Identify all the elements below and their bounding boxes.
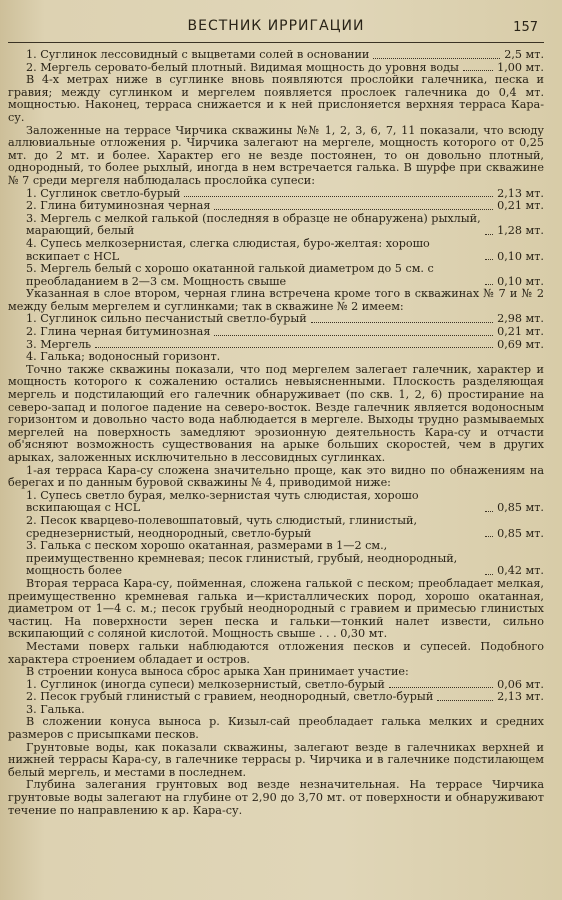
layer-thickness: 0,85 мт. — [497, 501, 544, 515]
layer-thickness: 0,10 мт. — [497, 249, 544, 263]
layer-list-item — [8, 263, 544, 288]
paragraph: Точно также скважины показали, что под мергелем залегает галечник, характер и мощность которого к сожалению остались невыясненными. Плоскость разделяющая мергель и подстилающий его галечник обнаруживает (по скв. 1, 2, 6) простирание на северо-запад и пологое падение на северо-восток. Везде галечник является водоносным горизонтом и довольно часто вода наблюдается в мергеле. Выходы трудно размываемых мергелей на поверхность замедляют эрозионную деятельность Кара-су и отчасти об'ясняют возможность существования на арыке больших скоростей, чем в других арыках, заложенных исключительно в лессовидных суглинках. — [8, 362, 544, 464]
article-body — [8, 49, 544, 817]
dot-leader — [485, 284, 493, 285]
layer-description: 2. Мергель серовато-белый плотный. Видимая мощность до уровня воды — [26, 60, 459, 74]
dot-leader — [485, 536, 493, 537]
layer-thickness: 0,10 мт. — [497, 274, 544, 288]
paragraph: В 4-х метрах ниже в суглинке вновь появляются прослойки галечника, песка и гравия; между суглинком и мергелем появляется прослоек галечника до 0,4 мт. мощностью. Наконец, терраса снижается и к ней прислоняется верхняя терраса Кара-су. — [8, 73, 544, 124]
paragraph: Указанная в слое втором, черная глина встречена кроме того в скважинах № 7 и № 2 между белым мергелем и суглинками; так в скважине № 2 имеем: — [8, 287, 544, 313]
layer-thickness: 2,5 мт. — [504, 48, 544, 61]
layer-thickness: 0,42 мт. — [497, 564, 544, 578]
layer-description: 1. Суглинок (иногда супеси) мелкозернистый, светло-бурый — [26, 677, 385, 691]
layer-list-item — [8, 213, 544, 238]
layer-description: 4. Галька; водоносный горизонт. — [26, 350, 221, 364]
layer-thickness: 0,21 мт. — [497, 199, 544, 213]
dot-leader — [214, 335, 493, 336]
paragraph: В сложении конуса выноса р. Кизыл-сай преобладает галька мелких и средних размеров с присыпками песков. — [8, 715, 544, 742]
page-number: 157 — [513, 20, 538, 35]
layer-thickness: 0,06 мт. — [497, 677, 544, 691]
dot-leader — [389, 687, 493, 688]
layer-description: 3. Мергель — [26, 337, 92, 351]
layer-list-item — [8, 515, 544, 540]
layer-list-item — [8, 49, 544, 62]
layer-thickness: 2,13 мт. — [497, 690, 544, 704]
layer-list-item — [8, 200, 544, 213]
layer-list-item — [8, 691, 544, 704]
layer-description: 3. Галька с песком хорошо окатанная, размерами в 1—2 см., преимущественно кремневая; песок глинистый, грубый, неоднородный, мощность более — [26, 539, 458, 578]
layer-thickness: 2,98 мт. — [497, 312, 544, 326]
layer-thickness: 1,00 мт. — [497, 60, 544, 74]
layer-description: 2. Песок грубый глинистый с гравием, неоднородный, светло-бурый — [26, 690, 434, 704]
paragraph: В строении конуса выноса сброс арыка Хан принимает участие: — [26, 665, 409, 679]
paragraph: Заложенные на террасе Чирчика скважины №№ 1, 2, 3, 6, 7, 11 показали, что всюду аллювиальные отложения р. Чирчика залегают на мергеле, мощность которого от 0,25 мт. до 2 мт. и более. Характер его не везде постоянен, то он довольно плотный, однородный, то более рыхлый, иногда в нем встречается галька. В шурфе при скважине № 7 среди мергеля наблюдалась прослойка супеси: — [8, 123, 544, 187]
layer-list-item — [8, 540, 544, 578]
dot-leader — [485, 234, 493, 235]
dot-leader — [485, 511, 493, 512]
layer-description: 2. Глина черная битуминозная — [26, 325, 211, 339]
layer-description: 5. Мергель белый с хорошо окатанной галькой диаметром до 5 см. с преобладанием в 2—3 см. Мощность свыше — [26, 262, 434, 288]
paragraph: Вторая терраса Кара-су, пойменная, сложена галькой с песком; преобладает мелкая, преимущественно кремневая галька и—кристаллических пород, хорошо окатанная, диаметром от 1—4 с. м.; песок грубый неоднородный с гравием и примесью глинистых частиц. На поверхности зерен песка и гальки—тонкий налет извести, сильно вскипающий с соляной кислотой. Мощность свыше . . . 0,30 мт. — [8, 576, 544, 641]
dot-leader — [463, 70, 493, 71]
paragraph: Местами поверх гальки наблюдаются отложения песков и супесей. Подобного характера строением обладает и остров. — [8, 639, 544, 666]
dot-leader — [485, 259, 493, 260]
layer-thickness: 2,13 мт. — [497, 186, 544, 200]
dot-leader — [184, 196, 493, 197]
layer-list-item — [8, 490, 544, 515]
layer-thickness: 0,85 мт. — [497, 526, 544, 540]
layer-description: 2. Песок кварцево-полевошпатовый, чуть слюдистый, глинистый, среднезернистый, неоднородный, светло-бурый — [26, 513, 417, 540]
running-header — [8, 0, 544, 43]
dot-leader — [485, 574, 493, 575]
layer-description: 3. Мергель с мелкой галькой (последняя в образце не обнаружена) рыхлый, марающий, белый — [26, 211, 481, 238]
layer-thickness: 0,21 мт. — [497, 325, 544, 339]
layer-thickness: 1,28 мт. — [497, 224, 544, 238]
journal-title: ВЕСТНИК ИРРИГАЦИИ — [187, 18, 365, 34]
layer-description: 1. Суглинок светло-бурый — [26, 186, 181, 200]
layer-description: 1. Суглинок лессовидный с выцветами солей в основании — [26, 48, 370, 61]
paragraph: Грунтовые воды, как показали скважины, залегают везде в галечниках верхней и нижней террасы Кара-су, в галечнике террасы р. Чирчика и в галечнике подстилающем белый мергель, и местами в последнем. — [8, 740, 544, 779]
dot-leader — [311, 322, 493, 323]
layer-list-item — [8, 326, 544, 339]
layer-thickness: 0,69 мт. — [497, 337, 544, 351]
paragraph: 1-ая терраса Кара-су сложена значительно проще, как это видно по обнажениям на берегах и по данным буровой скважины № 4, приводимой ниже: — [8, 463, 544, 490]
dot-leader — [95, 347, 493, 348]
paragraph: Глубина залегания грунтовых вод везде незначительная. На террасе Чирчика грунтовые воды залегают на глубине от 2,90 до 3,70 мт. от поверхности и обнаруживают течение по направлению к ар. Кара-су. — [8, 778, 544, 817]
dot-leader — [373, 58, 500, 59]
layer-description: 1. Суглинок сильно песчанистый светло-бурый — [26, 312, 307, 326]
dot-leader — [214, 209, 493, 210]
layer-list-item — [8, 238, 544, 263]
layer-list-item — [8, 351, 544, 364]
layer-description: 3. Галька. — [26, 702, 85, 716]
layer-description: 2. Глина битуминозная черная — [26, 199, 211, 213]
dot-leader — [437, 700, 493, 701]
layer-description: 4. Супесь мелкозернистая, слегка слюдистая, буро-желтая: хорошо вскипает с HCL — [26, 236, 430, 263]
layer-description: 1. Супесь светло бурая, мелко-зернистая чуть слюдистая, хорошо вскипающая с HCL — [26, 488, 419, 515]
